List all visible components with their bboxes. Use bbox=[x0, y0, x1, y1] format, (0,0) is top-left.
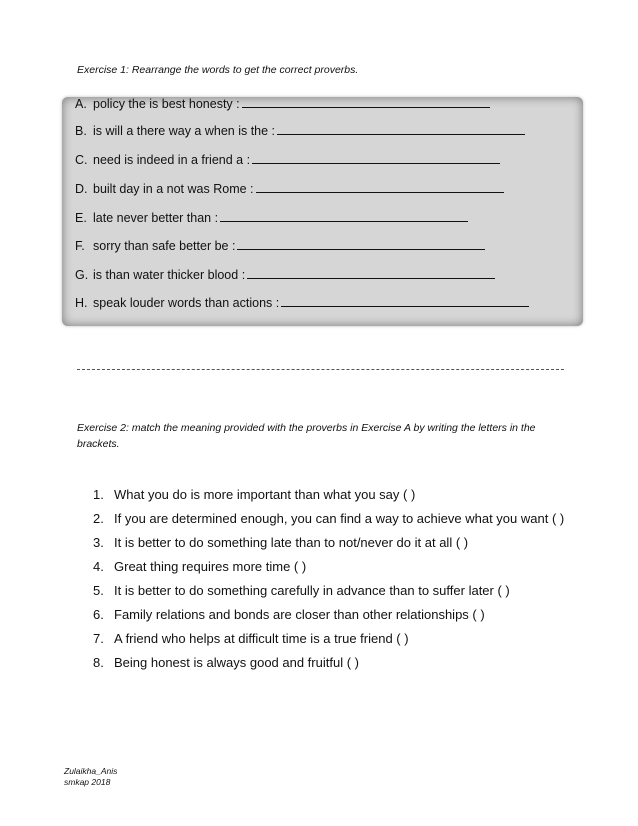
item-text: What you do is more important than what you say ( ) bbox=[114, 487, 416, 502]
item-letter: E. bbox=[75, 211, 87, 225]
answer-blank[interactable] bbox=[256, 180, 504, 193]
item-number: 5. bbox=[93, 583, 104, 598]
item-text: speak louder words than actions : bbox=[93, 296, 280, 310]
list-item bbox=[93, 483, 583, 507]
list-item bbox=[93, 555, 583, 579]
answer-blank[interactable] bbox=[237, 237, 485, 250]
item-text: is will a there way a when is the : bbox=[93, 124, 276, 138]
answer-blank[interactable] bbox=[247, 266, 495, 279]
section-divider bbox=[77, 369, 564, 370]
item-text: Great thing requires more time ( ) bbox=[114, 559, 307, 574]
item-number: 6. bbox=[93, 607, 104, 622]
exercise2-title: Exercise 2: match the meaning provided with the proverbs in Exercise A by writing the letters in the brackets. bbox=[77, 422, 536, 450]
item-text: If you are determined enough, you can find a way to achieve what you want ( ) bbox=[114, 511, 565, 526]
item-number: 3. bbox=[93, 535, 104, 550]
proverb-item-d bbox=[75, 180, 504, 198]
item-number: 1. bbox=[93, 487, 104, 502]
item-text: late never better than : bbox=[93, 211, 219, 225]
answer-blank[interactable] bbox=[252, 151, 500, 164]
item-text: Family relations and bonds are closer than other relationships ( ) bbox=[114, 607, 485, 622]
item-text: built day in a not was Rome : bbox=[93, 182, 254, 196]
footer bbox=[64, 766, 117, 788]
item-text: is than water thicker blood : bbox=[93, 268, 246, 282]
footer-author: Zulaikha_Anis bbox=[64, 766, 118, 776]
list-item bbox=[93, 507, 583, 531]
item-letter: B. bbox=[75, 124, 87, 138]
proverb-item-g bbox=[75, 266, 495, 284]
item-number: 8. bbox=[93, 655, 104, 670]
item-text: It is better to do something late than to not/never do it at all ( ) bbox=[114, 535, 469, 550]
proverb-item-f bbox=[75, 237, 485, 255]
proverb-item-h bbox=[75, 294, 529, 312]
item-text: policy the is best honesty : bbox=[93, 97, 240, 111]
exercise1-title: Exercise 1: Rearrange the words to get the correct proverbs. bbox=[77, 64, 359, 76]
list-item bbox=[93, 531, 583, 555]
answer-blank[interactable] bbox=[242, 95, 490, 108]
item-letter: D. bbox=[75, 182, 88, 196]
list-item bbox=[93, 579, 583, 603]
item-text: need is indeed in a friend a : bbox=[93, 153, 251, 167]
item-text: It is better to do something carefully in advance than to suffer later ( ) bbox=[114, 583, 510, 598]
item-text: A friend who helps at difficult time is a true friend ( ) bbox=[114, 631, 409, 646]
item-letter: H. bbox=[75, 296, 88, 310]
item-letter: A. bbox=[75, 97, 87, 111]
item-text: Being honest is always good and fruitful ( ) bbox=[114, 655, 359, 670]
proverb-item-a bbox=[75, 95, 490, 113]
proverb-item-c bbox=[75, 151, 500, 169]
list-item bbox=[93, 603, 583, 627]
item-text: sorry than safe better be : bbox=[93, 239, 236, 253]
answer-blank[interactable] bbox=[281, 294, 529, 307]
meaning-list bbox=[93, 483, 583, 675]
footer-school: smkap 2018 bbox=[64, 777, 111, 787]
answer-blank[interactable] bbox=[220, 209, 468, 222]
item-letter: F. bbox=[75, 239, 85, 253]
proverb-item-e bbox=[75, 209, 468, 227]
item-letter: G. bbox=[75, 268, 89, 282]
proverb-item-b bbox=[75, 122, 525, 140]
list-item bbox=[93, 651, 583, 675]
answer-blank[interactable] bbox=[277, 122, 525, 135]
item-number: 2. bbox=[93, 511, 104, 526]
item-number: 7. bbox=[93, 631, 104, 646]
item-letter: C. bbox=[75, 153, 88, 167]
list-item bbox=[93, 627, 583, 651]
item-number: 4. bbox=[93, 559, 104, 574]
